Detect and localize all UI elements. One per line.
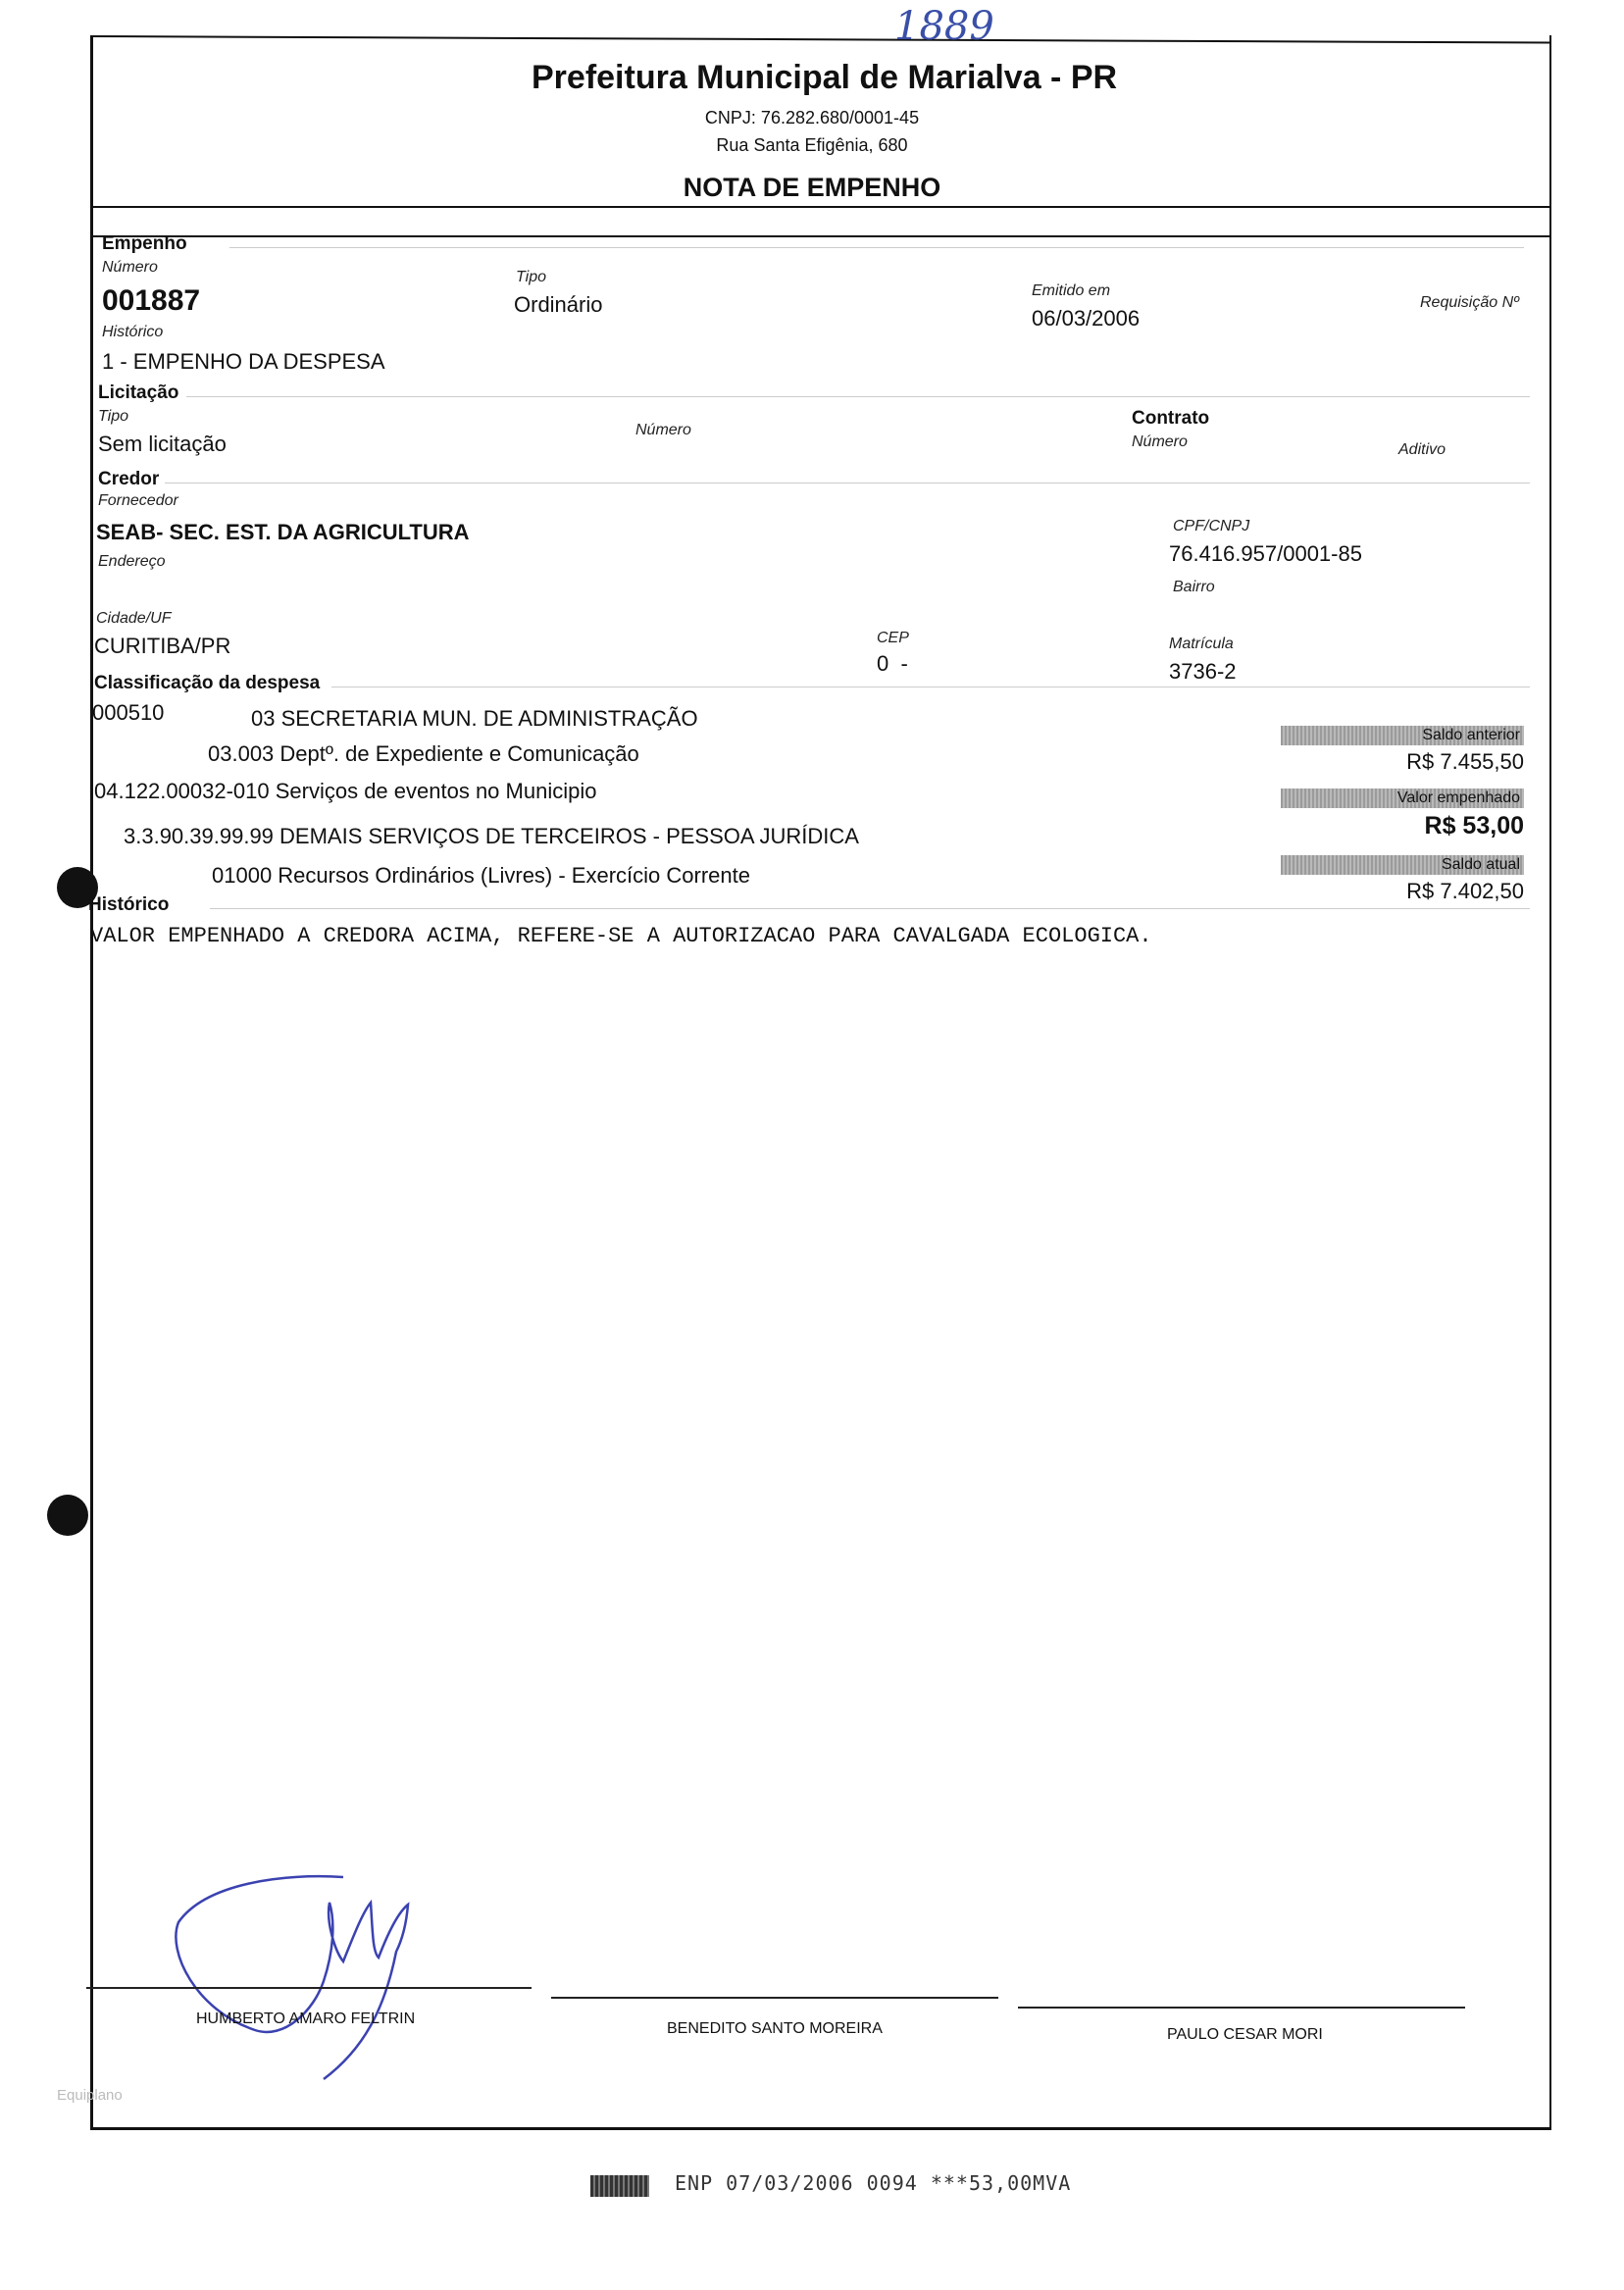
cpf-value: 76.416.957/0001-85: [1169, 541, 1362, 566]
contrato-section: Contrato: [1132, 408, 1210, 429]
tipo-label: Tipo: [516, 269, 546, 285]
classif-recurso: 01000 Recursos Ordinários (Livres) - Exercício Corrente: [212, 863, 750, 888]
matricula-label: Matrícula: [1169, 636, 1234, 652]
empenho-historico: 1 - EMPENHO DA DESPESA: [102, 349, 385, 374]
endereco-label: Endereço: [98, 553, 166, 570]
classif-unidade: 03.003 Deptº. de Expediente e Comunicação: [208, 741, 639, 766]
fornecedor-name: SEAB- SEC. EST. DA AGRICULTURA: [96, 520, 470, 544]
fornecedor-label: Fornecedor: [98, 492, 178, 509]
licitacao-numero-label: Número: [635, 422, 691, 438]
saldo-anterior-value: R$ 7.455,50: [1406, 749, 1524, 774]
section-rule: [229, 247, 1524, 248]
matricula-value: 3736-2: [1169, 659, 1237, 684]
classif-elemento: 3.3.90.39.99.99 DEMAIS SERVIÇOS DE TERCEIROS - PESSOA JURÍDICA: [124, 824, 859, 848]
cidade-label: Cidade/UF: [96, 610, 172, 627]
emitido-date: 06/03/2006: [1032, 306, 1141, 331]
historico-section: Histórico: [88, 894, 170, 915]
empenho-tipo: Ordinário: [514, 292, 603, 317]
cidade-value: CURITIBA/PR: [94, 634, 231, 658]
licitacao-section: Licitação: [98, 382, 179, 403]
mechanical-stamp: ENP 07/03/2006 0094 ***53,00MVA: [675, 2171, 1072, 2195]
signatory-2: BENEDITO SANTO MOREIRA: [667, 2020, 883, 2037]
punch-hole: [47, 1495, 88, 1536]
credor-section: Credor: [98, 469, 160, 489]
empenho-section: Empenho: [102, 233, 187, 254]
header-cnpj: CNPJ: 76.282.680/0001-45: [704, 108, 920, 127]
classif-funcional: 04.122.00032-010 Serviços de eventos no Municipio: [94, 779, 597, 803]
signature-line-3: [1018, 2007, 1465, 2009]
bairro-label: Bairro: [1173, 579, 1215, 595]
saldo-anterior-label: Saldo anterior: [1281, 726, 1524, 745]
signatory-3: PAULO CESAR MORI: [1167, 2026, 1323, 2043]
saldo-atual-value: R$ 7.402,50: [1406, 879, 1524, 903]
licitacao-tipo: Sem licitação: [98, 432, 227, 456]
handwritten-page-number: 1889: [894, 4, 994, 49]
classif-orgao: 03 SECRETARIA MUN. DE ADMINISTRAÇÃO: [251, 706, 698, 731]
historico-label: Histórico: [102, 324, 164, 340]
requisicao-label: Requisição Nº: [1420, 294, 1519, 311]
section-rule: [186, 396, 1530, 397]
licitacao-tipo-label: Tipo: [98, 408, 128, 425]
cep-label: CEP: [877, 630, 909, 646]
signature-line-1: [86, 1987, 532, 1989]
numero-label: Número: [102, 259, 158, 276]
saldo-atual-label: Saldo atual: [1281, 855, 1524, 875]
header-divider: [90, 206, 1551, 208]
brand-watermark: Equiplano: [57, 2087, 123, 2104]
doc-title: NOTA DE EMPENHO: [683, 173, 941, 202]
signatory-1: HUMBERTO AMARO FELTRIN: [196, 2010, 416, 2027]
cep-value: 0 -: [877, 651, 908, 676]
header-title: Prefeitura Municipal de Marialva - PR: [532, 59, 1118, 96]
header-divider: [90, 235, 1551, 237]
signature-scribble: [167, 1863, 441, 2099]
contrato-numero-label: Número: [1132, 433, 1188, 450]
empenho-numero: 001887: [102, 284, 201, 317]
historico-text: VALOR EMPENHADO A CREDORA ACIMA, REFERE-SE A AUTORIZACAO PARA CAVALGADA ECOLOGICA.: [90, 924, 1152, 948]
aditivo-label: Aditivo: [1398, 441, 1446, 458]
section-rule: [210, 908, 1530, 909]
classif-code: 000510: [92, 700, 165, 725]
valor-empenhado-label: Valor empenhado: [1281, 789, 1524, 808]
header-address: Rua Santa Efigênia, 680: [716, 135, 908, 155]
stamp-logo: [590, 2175, 649, 2197]
cpf-label: CPF/CNPJ: [1173, 518, 1250, 534]
classificacao-section: Classificação da despesa: [94, 673, 321, 693]
valor-empenhado-value: R$ 53,00: [1424, 812, 1524, 840]
emitido-label: Emitido em: [1032, 282, 1111, 299]
signature-line-2: [551, 1997, 998, 1999]
